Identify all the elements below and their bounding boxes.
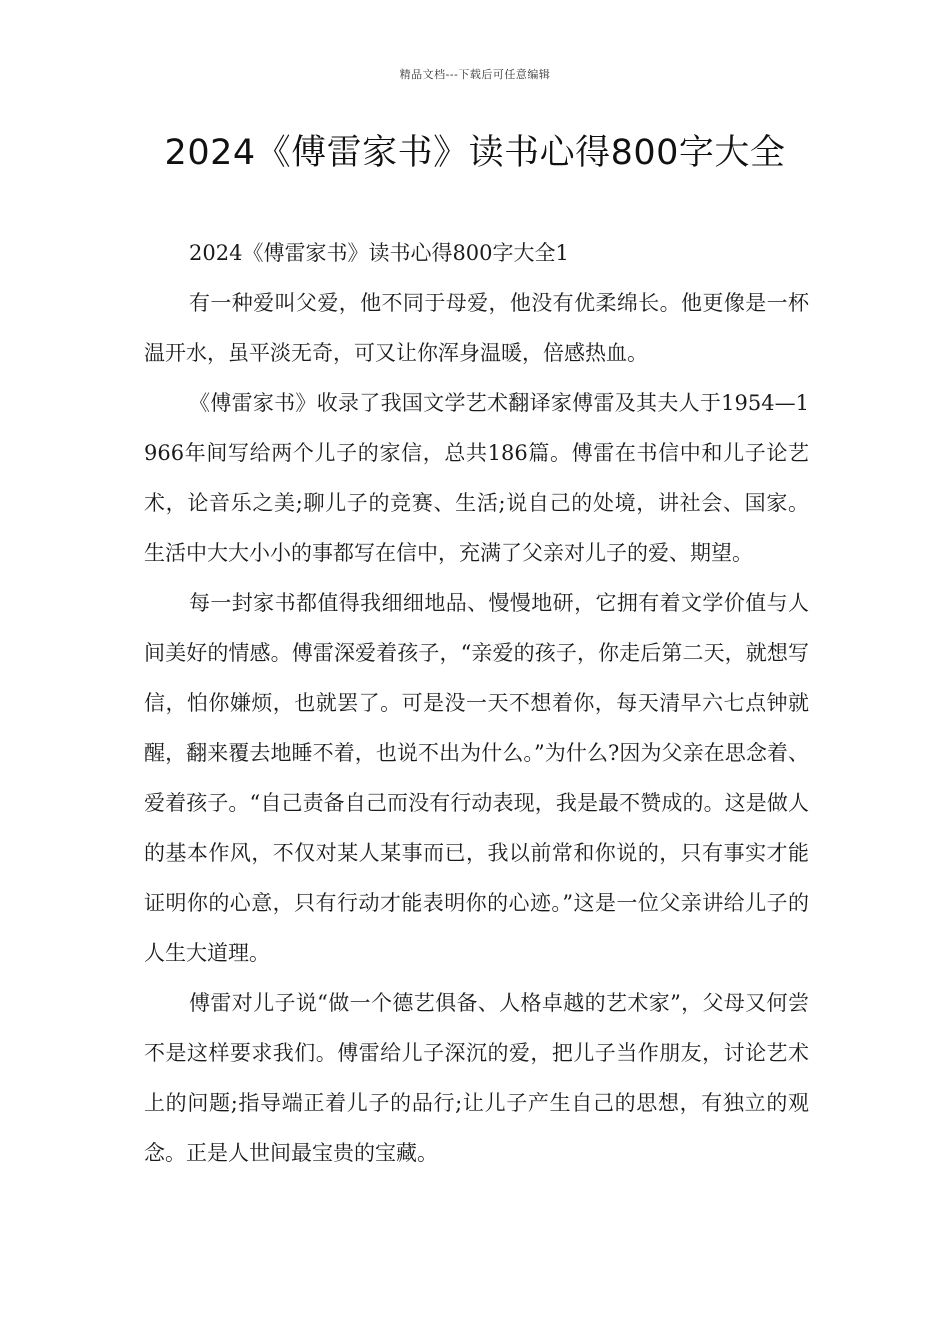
- paragraph: 有一种爱叫父爱，他不同于母爱，他没有优柔绵长。他更像是一杯温开水，虽平淡无奇，可又让你浑身温暖，倍感热血。: [144, 291, 809, 365]
- document-title: 2024《傅雷家书》读书心得800字大全: [164, 133, 786, 173]
- header-note: 精品文档---下载后可任意编辑: [399, 68, 551, 81]
- section-heading: 2024《傅雷家书》读书心得800字大全1: [189, 241, 569, 265]
- paragraph: 傅雷对儿子说“做一个德艺俱备、人格卓越的艺术家”，父母又何尝不是这样要求我们。傅雷给儿子深沉的爱，把儿子当作朋友，讨论艺术上的问题;指导端正着儿子的品行;让儿子产生自己的思想，有独立的观念。正是人世间最宝贵的宝藏。: [144, 991, 809, 1165]
- paragraph: 每一封家书都值得我细细地品、慢慢地研，它拥有着文学价值与人间美好的情感。傅雷深爱着孩子，“亲爱的孩子，你走后第二天，就想写信，怕你嫌烦，也就罢了。可是没一天不想着你，每天清早六七点钟就醒，翻来覆去地睡不着，也说不出为什么。”为什么?因为父亲在思念着、爱着孩子。“自己责备自己而没有行动表现，我是最不赞成的。这是做人的基本作风，不仅对某人某事而已，我以前常和你说的，只有事实才能证明你的心意，只有行动才能表明你的心迹。”这是一位父亲讲给儿子的人生大道理。: [144, 591, 809, 965]
- document-body: [144, 228, 809, 1178]
- paragraph: 《傅雷家书》收录了我国文学艺术翻译家傅雷及其夫人于1954—1966年间写给两个儿子的家信，总共186篇。傅雷在书信中和儿子论艺术，论音乐之美;聊儿子的竞赛、生活;说自己的处境，讲社会、国家。生活中大大小小的事都写在信中，充满了父亲对儿子的爱、期望。: [144, 391, 809, 565]
